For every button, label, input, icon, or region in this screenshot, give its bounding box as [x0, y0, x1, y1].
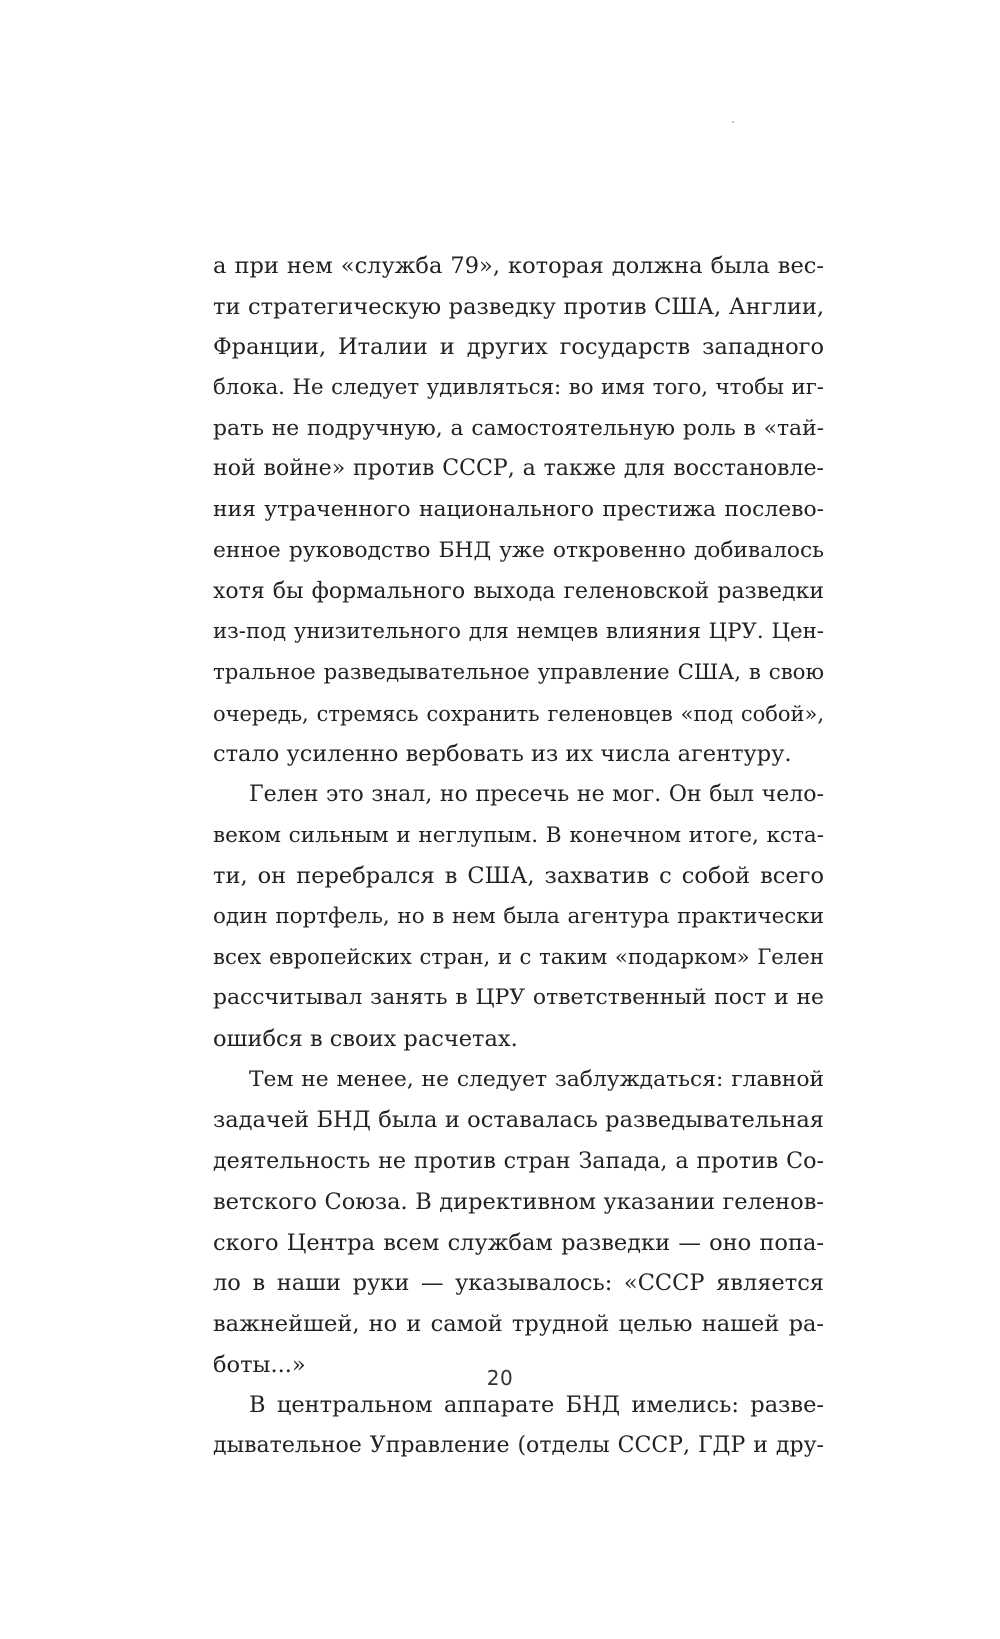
text-line: задачей БНД была и оставалась разведывательная [213, 1107, 824, 1134]
text-line: стало усиленно вербовать из их числа агентуру. [213, 741, 792, 768]
text-line: ти стратегическую разведку против США, Англии, [213, 293, 824, 320]
text-line: ной войне» против СССР, а также для восстановле- [213, 456, 824, 482]
text-line: Франции, Италии и других государств западного [213, 334, 824, 361]
text-line: рассчитывал занять в ЦРУ ответственный пост и не [213, 985, 824, 1011]
text-line: рать не подручную, а самостоятельную роль в «тай- [213, 415, 824, 441]
text-line: веком сильным и неглупым. В конечном итоге, кста- [213, 822, 824, 848]
text-line: очередь, стремясь сохранить геленовцев «под собой», [213, 701, 824, 726]
text-line: ского Центра всем службам разведки — оно попа- [213, 1229, 824, 1256]
text-line: а при нем «служба 79», которая должна была вес- [213, 253, 824, 279]
text-line: енное руководство БНД уже откровенно добивалось [213, 537, 824, 563]
text-line: Тем не менее, не следует заблуждаться: главной [249, 1066, 824, 1092]
page-number: 20 [486, 1366, 514, 1390]
text-line: В центральном аппарате БНД имелись: разве- [249, 1392, 824, 1419]
text-line: боты...» [213, 1351, 306, 1378]
text-line: ния утраченного национального престижа послево- [213, 497, 824, 523]
text-line: тральное разведывательное управление США, в свою [213, 659, 824, 685]
body-text [213, 246, 824, 1467]
paper-speck [732, 121, 734, 123]
text-line: Гелен это знал, но пресечь не мог. Он был чело- [249, 781, 824, 807]
text-line: деятельность не против стран Запада, а против Со- [213, 1148, 824, 1175]
text-line: из-под унизительного для немцев влияния ЦРУ. Цен- [213, 619, 824, 645]
text-line: ло в наши руки — указывалось: «СССР является [213, 1270, 824, 1297]
text-line: один портфель, но в нем была агентура практически [213, 904, 824, 929]
text-line: ошибся в своих расчетах. [213, 1026, 518, 1053]
text-line: хотя бы формального выхода геленовской разведки [213, 578, 824, 604]
text-line: ветского Союза. В директивном указании геленов- [213, 1188, 824, 1215]
text-line: всех европейских стран, и с таким «подарком» Гелен [213, 944, 824, 970]
text-line: важнейшей, но и самой трудной целью нашей ра- [213, 1310, 824, 1337]
text-line: блока. Не следует удивляться: во имя того, чтобы иг- [213, 375, 824, 401]
text-line: ти, он перебрался в США, захватив с собой всего [213, 863, 824, 890]
text-line: дывательное Управление (отделы СССР, ГДР и дру- [213, 1432, 824, 1458]
